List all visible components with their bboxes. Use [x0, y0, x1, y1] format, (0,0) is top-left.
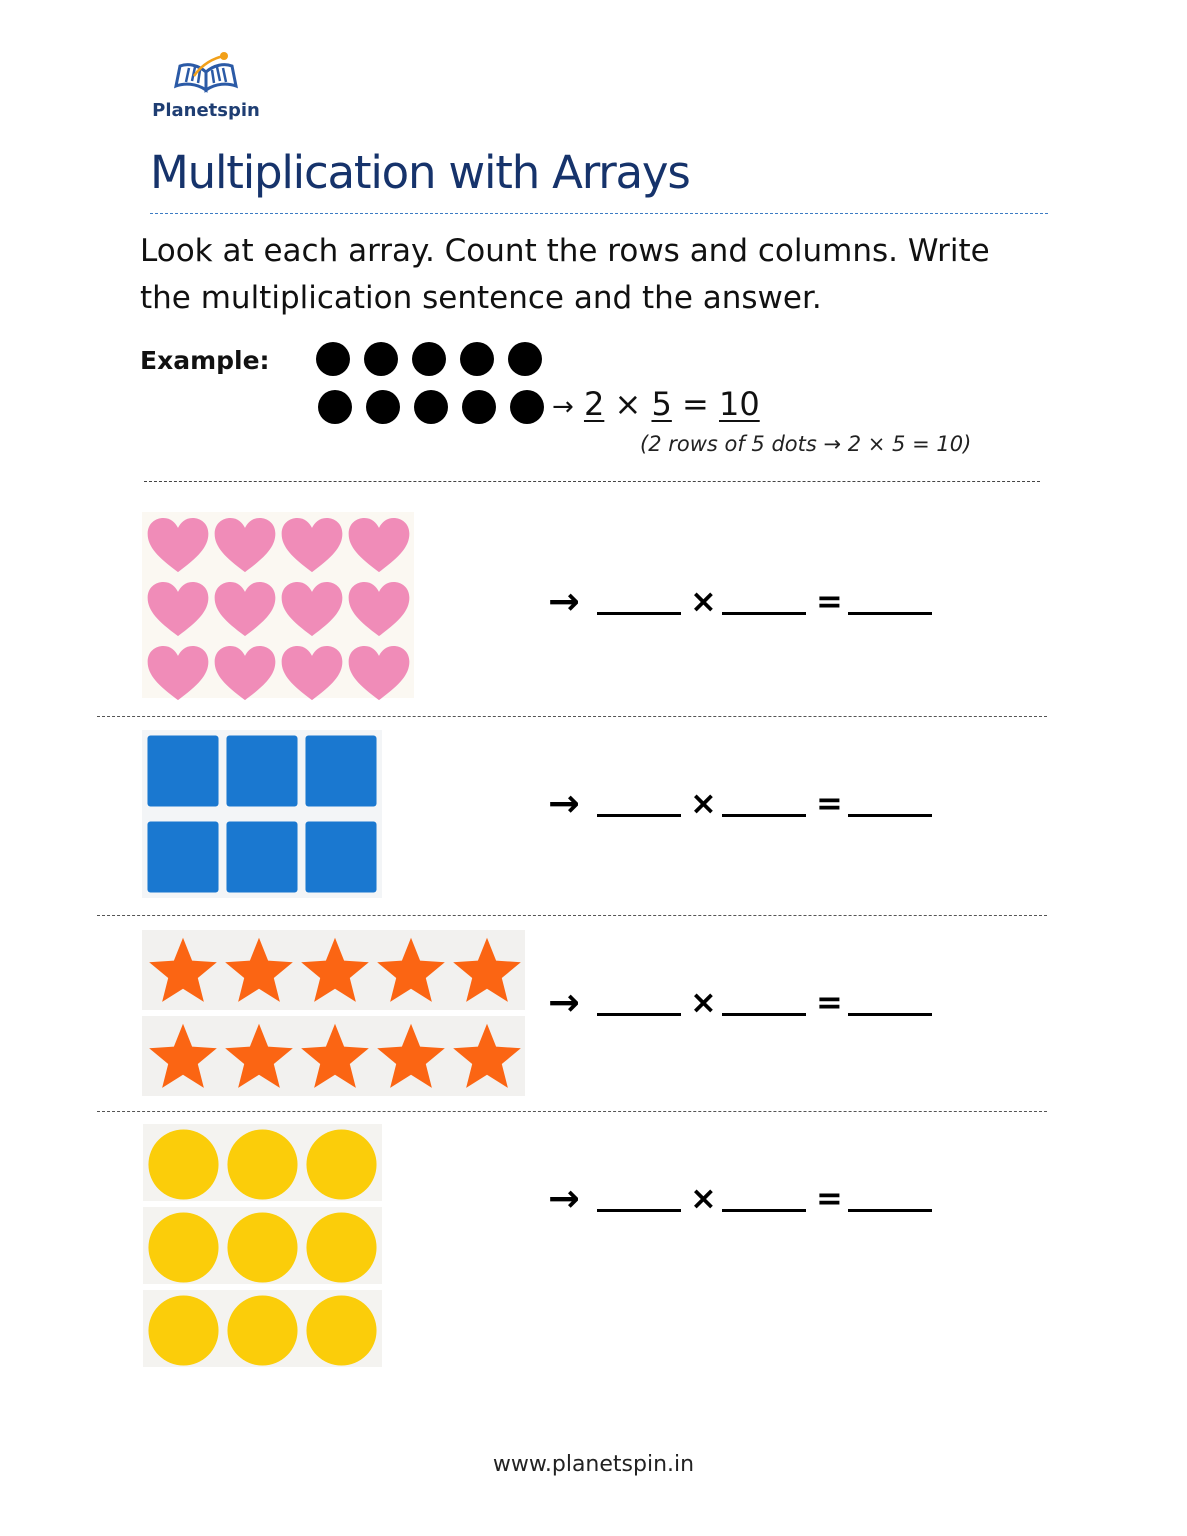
example-dot	[462, 390, 496, 424]
rows-blank[interactable]	[597, 814, 681, 817]
arrow-icon: →	[548, 579, 580, 623]
equals-sign: =	[816, 582, 843, 620]
heart-icon	[145, 642, 211, 708]
rows-blank[interactable]	[597, 1013, 681, 1016]
heart-icon	[145, 514, 211, 580]
star-icon	[222, 1020, 296, 1094]
equals-sign: =	[816, 784, 843, 822]
columns-blank[interactable]	[722, 1209, 806, 1212]
example-label: Example:	[140, 346, 270, 375]
star-icon	[146, 1020, 220, 1094]
example-dot	[316, 342, 350, 376]
example-rows: 2	[583, 385, 605, 423]
example-dot	[414, 390, 448, 424]
example-dot	[366, 390, 400, 424]
heart-icon	[279, 578, 345, 644]
circle-icon	[226, 1128, 299, 1201]
circle-icon	[147, 1294, 220, 1367]
rows-blank[interactable]	[597, 612, 681, 615]
arrow-icon: →	[548, 980, 580, 1024]
columns-blank[interactable]	[722, 814, 806, 817]
example-dot	[508, 342, 542, 376]
open-book-planet-icon	[172, 50, 240, 96]
columns-blank[interactable]	[722, 612, 806, 615]
answer-blank[interactable]	[848, 1013, 932, 1016]
star-icon	[298, 1020, 372, 1094]
example-dot	[364, 342, 398, 376]
circle-icon	[305, 1211, 378, 1284]
answer-blank[interactable]	[848, 814, 932, 817]
star-icon	[222, 934, 296, 1008]
instructions: Look at each array. Count the rows and columns. Write the multiplication sentence and the answer.	[140, 233, 990, 316]
star-icon	[450, 934, 524, 1008]
star-icon	[146, 934, 220, 1008]
brand-name: Planetspin	[152, 100, 260, 121]
heart-icon	[212, 642, 278, 708]
brand-logo	[150, 50, 262, 128]
heart-icon	[145, 578, 211, 644]
title-divider	[150, 213, 1048, 214]
times-sign: ×	[690, 582, 717, 620]
heart-icon	[346, 642, 412, 708]
section-divider	[97, 1111, 1047, 1112]
example-note: (2 rows of 5 dots → 2 × 5 = 10)	[640, 432, 972, 456]
star-icon	[374, 1020, 448, 1094]
heart-icon	[212, 578, 278, 644]
circle-icon	[147, 1128, 220, 1201]
equation-row	[548, 1173, 948, 1223]
square-icon	[146, 734, 220, 808]
circle-icon	[305, 1128, 378, 1201]
footer-url[interactable]: www.planetspin.in	[492, 1452, 695, 1477]
page-title: Multiplication with Arrays	[150, 146, 690, 199]
example-divider	[144, 481, 1040, 482]
example-dot	[510, 390, 544, 424]
example-equation	[552, 385, 760, 423]
example-equals: =	[682, 385, 709, 423]
heart-icon	[279, 642, 345, 708]
example-columns: 5	[651, 385, 672, 423]
square-icon	[225, 734, 299, 808]
rows-blank[interactable]	[597, 1209, 681, 1212]
example-answer: 10	[719, 385, 760, 423]
heart-icon	[279, 514, 345, 580]
circle-icon	[305, 1294, 378, 1367]
section-divider	[97, 716, 1047, 717]
times-sign: ×	[690, 983, 717, 1021]
heart-icon	[212, 514, 278, 580]
example-arrow: →	[552, 392, 574, 422]
star-icon	[450, 1020, 524, 1094]
answer-blank[interactable]	[848, 1209, 932, 1212]
equals-sign: =	[816, 983, 843, 1021]
arrow-icon: →	[548, 781, 580, 825]
answer-blank[interactable]	[848, 612, 932, 615]
section-divider	[97, 915, 1047, 916]
example-dot	[412, 342, 446, 376]
square-icon	[146, 820, 220, 894]
heart-icon	[346, 578, 412, 644]
example-dot	[460, 342, 494, 376]
circle-icon	[226, 1294, 299, 1367]
star-icon	[298, 934, 372, 1008]
times-sign: ×	[690, 1179, 717, 1217]
circle-icon	[147, 1211, 220, 1284]
square-icon	[225, 820, 299, 894]
square-icon	[304, 820, 378, 894]
equation-row	[548, 778, 948, 828]
arrow-icon: →	[548, 1176, 580, 1220]
heart-icon	[346, 514, 412, 580]
example-times: ×	[614, 385, 642, 423]
star-icon	[374, 934, 448, 1008]
square-icon	[304, 734, 378, 808]
equation-row	[548, 977, 948, 1027]
circle-icon	[226, 1211, 299, 1284]
equals-sign: =	[816, 1179, 843, 1217]
times-sign: ×	[690, 784, 717, 822]
example-dot	[318, 390, 352, 424]
equation-row	[548, 576, 948, 626]
columns-blank[interactable]	[722, 1013, 806, 1016]
